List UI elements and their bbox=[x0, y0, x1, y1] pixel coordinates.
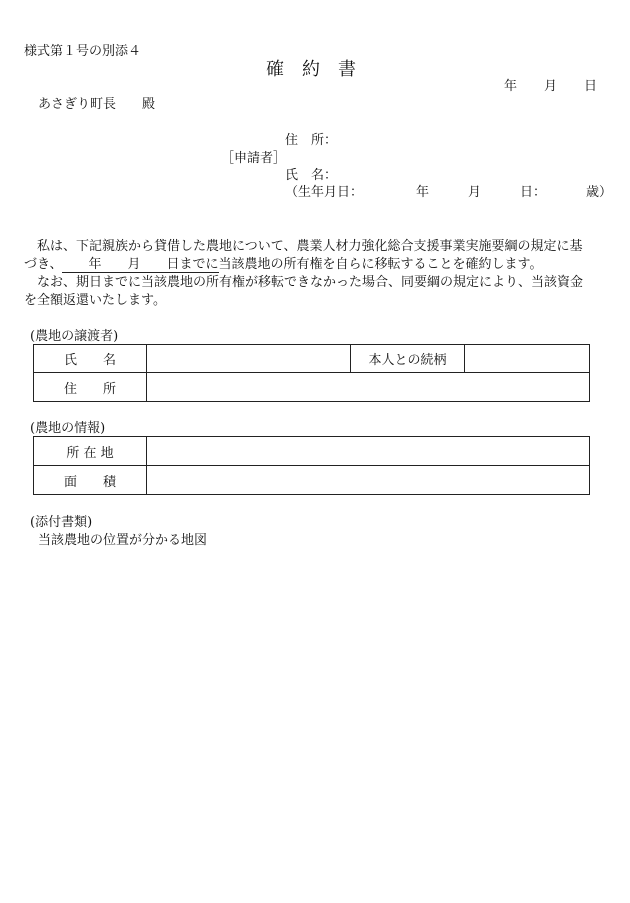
transferor-relation-label: 本人との続柄 bbox=[351, 345, 465, 373]
deadline-year: 年 bbox=[88, 257, 102, 272]
transferor-name-field[interactable] bbox=[147, 345, 351, 373]
deadline-underline bbox=[62, 258, 218, 273]
body-para2-line2: を全額返還いたします。 bbox=[24, 293, 166, 308]
birthdate-month: 月 bbox=[468, 185, 482, 200]
farmland-table bbox=[33, 436, 590, 495]
applicant-bracket-label: ［申請者］ bbox=[221, 151, 287, 166]
date-month: 月 bbox=[544, 79, 558, 94]
transferor-name-label: 氏 名 bbox=[34, 345, 147, 373]
document-title: 確 約 書 bbox=[266, 59, 356, 80]
applicant-address-label: 住 所： bbox=[285, 133, 338, 148]
body-para1-line2-suffix: 当該農地の所有権を自らに移転することを確約します。 bbox=[218, 257, 543, 272]
birthdate-year: 年 bbox=[416, 185, 430, 200]
body-para2-line1: なお、期日までに当該農地の所有権が移転できなかった場合、同要綱の規定により、当該資金 bbox=[24, 275, 584, 290]
deadline-month: 月 bbox=[127, 257, 141, 272]
transferor-address-field[interactable] bbox=[147, 373, 590, 402]
birthdate-day: 日： bbox=[520, 185, 547, 200]
farmland-area-field[interactable] bbox=[147, 466, 590, 495]
birthdate-open: （生年月日： bbox=[285, 185, 364, 200]
transferor-relation-field[interactable] bbox=[465, 345, 590, 373]
deadline-day: 日までに bbox=[166, 257, 219, 272]
transferor-heading: (農地の譲渡者) bbox=[30, 329, 119, 344]
date-year: 年 bbox=[504, 79, 518, 94]
transferor-table bbox=[33, 344, 590, 402]
addressee: あさぎり町長 殿 bbox=[38, 97, 156, 112]
attachment-item: 当該農地の位置が分かる地図 bbox=[38, 533, 208, 548]
applicant-name-label: 氏 名： bbox=[285, 168, 338, 183]
attachments-heading: (添付書類) bbox=[30, 515, 93, 530]
farmland-location-field[interactable] bbox=[147, 437, 590, 466]
transferor-address-label: 住 所 bbox=[34, 373, 147, 402]
farmland-location-label: 所 在 地 bbox=[34, 437, 147, 466]
body-para1-line1: 私は、下記親族から貸借した農地について、農業人材力強化総合支援事業実施要綱の規定に基 bbox=[24, 239, 583, 254]
farmland-heading: (農地の情報) bbox=[30, 421, 106, 436]
form-id: 様式第１号の別添４ bbox=[24, 44, 142, 59]
body-para1-line2 bbox=[24, 258, 608, 273]
birthdate-age: 歳） bbox=[586, 185, 613, 200]
body-para1-line2-prefix: づき、 bbox=[24, 257, 63, 272]
farmland-area-label: 面 積 bbox=[34, 466, 147, 495]
date-day: 日 bbox=[584, 79, 598, 94]
